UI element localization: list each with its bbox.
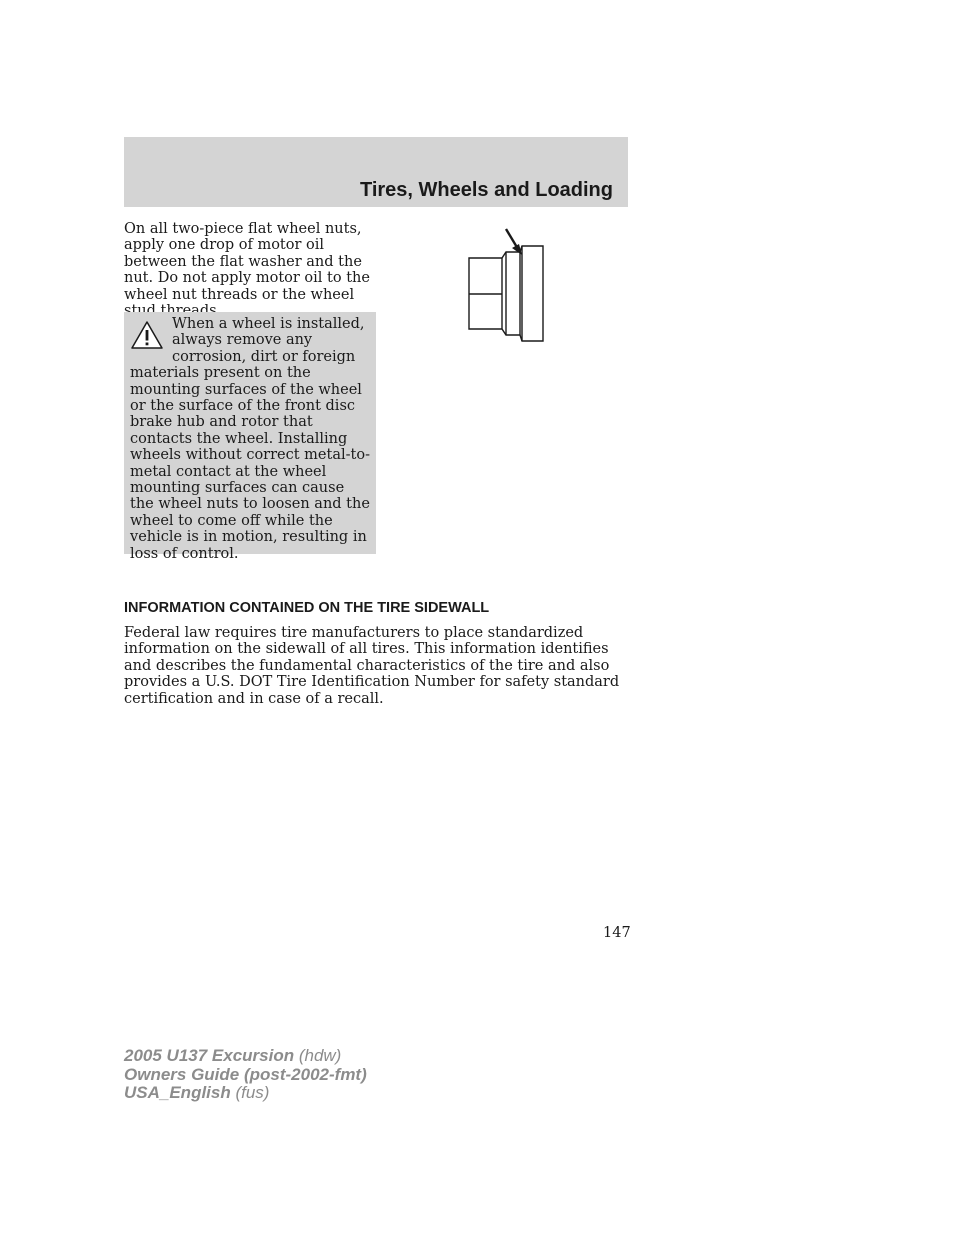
- warning-text: When a wheel is installed, always remove any corrosion, dirt or foreign materials present on the mounting surfaces of the wheel or the surface of the front disc brake hub and rotor that contacts the wheel. Installing wheels without correct metal-to-metal contact at the wheel mounting surfaces can cause the wheel nuts to loosen and the wheel to come off while the vehicle is in motion, resulting in loss of control.: [130, 316, 370, 562]
- page-number: 147: [603, 925, 631, 941]
- document-footer: [124, 1047, 367, 1103]
- footer-model-code: (hdw): [294, 1046, 342, 1065]
- footer-line-2: [124, 1066, 367, 1085]
- page-title: Tires, Wheels and Loading: [359, 179, 613, 201]
- footer-language-code: (fus): [230, 1083, 270, 1102]
- footer-model: 2005 U137 Excursion: [124, 1046, 295, 1065]
- section-heading: INFORMATION CONTAINED ON THE TIRE SIDEWALL: [124, 600, 490, 616]
- sidewall-paragraph: Federal law requires tire manufacturers to place standardized information on the sidewall of all tires. This information identifies and describes the fundamental characteristics of the tire and also provides a U.S. DOT Tire Identification Number for safety standard certification and in case of a recall.: [124, 625, 620, 707]
- warning-box: [124, 312, 376, 562]
- footer-guide: Owners Guide (post-2002-fmt): [124, 1064, 367, 1084]
- section-header-band: [124, 137, 628, 207]
- footer-line-3: [124, 1084, 367, 1103]
- footer-language: USA_English: [124, 1083, 231, 1102]
- warning-triangle-icon: [130, 320, 164, 350]
- footer-line-1: [124, 1047, 367, 1066]
- wheel-nut-diagram: [462, 224, 552, 346]
- intro-paragraph: On all two-piece flat wheel nuts, apply one drop of motor oil between the flat washer and the nut. Do not apply motor oil to the wheel nut threads or the wheel: [124, 221, 370, 303]
- arrow-icon: [506, 229, 522, 255]
